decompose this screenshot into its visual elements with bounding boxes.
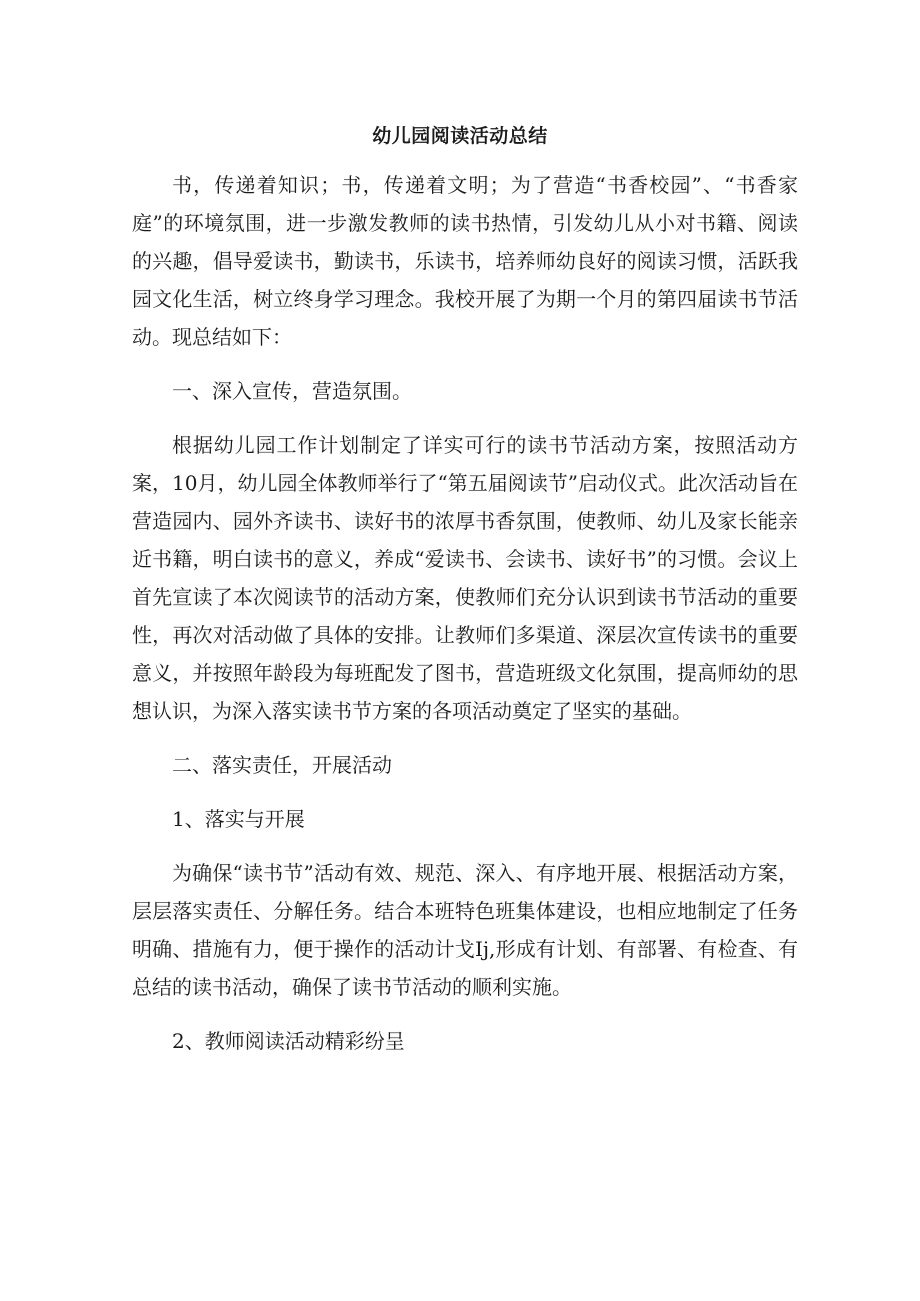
subsection-2-1-paragraph: 为确保“读书节”活动有效、规范、深入、有序地开展、根据活动方案，层层落实责任、分解任务。结合本班特色班集体建设，也相应地制定了任务明确、措施有力，便于操作的活动计戈Ij,形成有计划、有部署、有检查、有总结的读书活动，确保了读书节活动的顺利实施。 [132, 861, 798, 999]
intro-paragraph: 书，传递着知识；书，传递着文明；为了营造“书香校园”、“书香家庭”的环境氛围，进一步激发教师的读书热情，引发幼儿从小对书籍、阅读的兴趣，倡导爱读书，勤读书，乐读书，培养师幼良好的阅读习惯，活跃我园文化生活，树立终身学习理念。我校开展了为期一个月的第四届读书节活动。现总结如下： [132, 173, 798, 349]
section-1-paragraph: 根据幼儿园工作计划制定了详实可行的读书节活动方案，按照活动方案，10月，幼儿园全体教师举行了“第五届阅读节”启动仪式。此次活动旨在营造园内、园外齐读书、读好书的浓厚书香氛围，使教师、幼儿及家长能亲近书籍，明白读书的意义，养成“爱读书、会读书、读好书”的习惯。会议上首先宣读了本次阅读节的活动方案，使教师们充分认识到读书节活动的重要性，再次对活动做了具体的安排。让教师们多渠道、深层次宣传读书的重要意义，并按照年龄段为每班配发了图书，营造班级文化氛围，提高师幼的思想认识，为深入落实读书节方案的各项活动奠定了坚实的基础。 [132, 433, 798, 723]
subsection-heading-2-1: 1、落实与开展 [172, 807, 305, 831]
section-heading-2: 二、落实责任，开展活动 [172, 753, 392, 777]
subsection-heading-2-2: 2、教师阅读活动精彩纷呈 [172, 1029, 405, 1053]
section-heading-1: 一、深入宣传，营造氛围。 [172, 379, 412, 403]
document-body [132, 166, 798, 1076]
document-title: 幼儿园阅读活动总结 [372, 125, 548, 147]
